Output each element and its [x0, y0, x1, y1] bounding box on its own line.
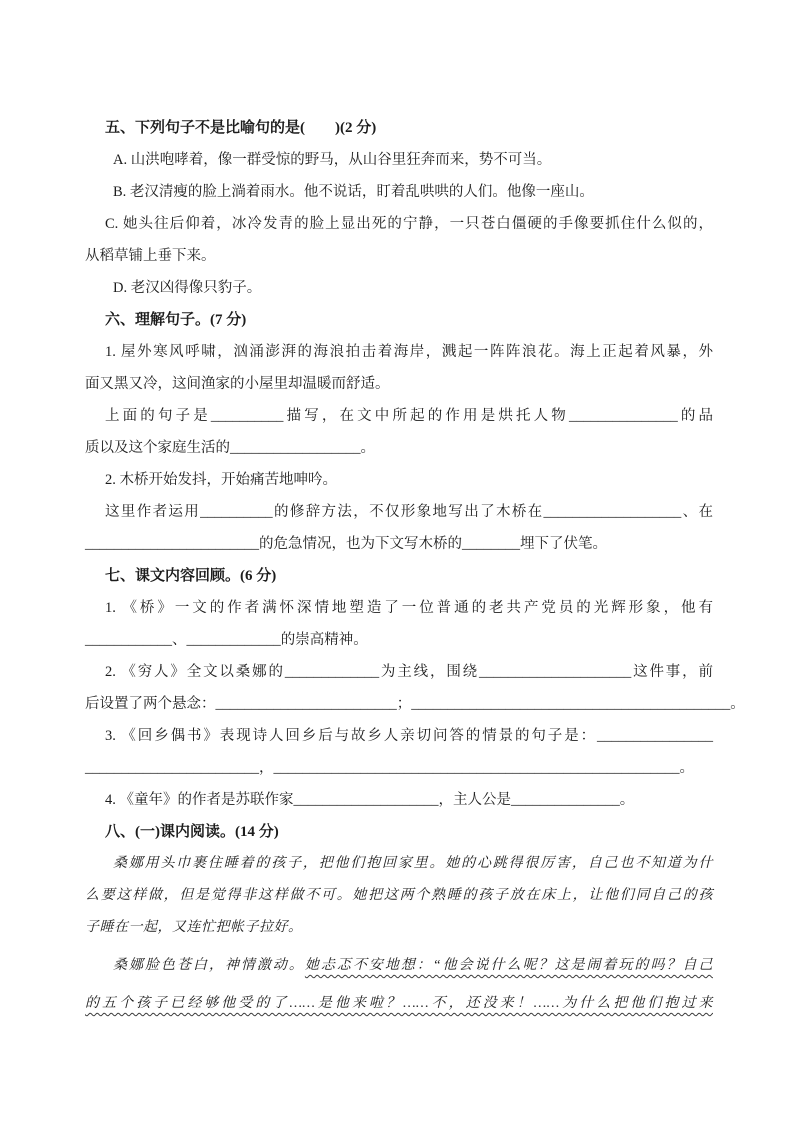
section-six — [85, 304, 713, 560]
seven-q2-line1: 2. 《穷人》全文以桑娜的_____________为主线，围绕_____________________这件事，前 — [105, 664, 713, 680]
six-q1-fill-line2: 质以及这个家庭生活的__________________。 — [85, 440, 375, 456]
seven-q1-line2: ____________、_____________的崇高精神。 — [85, 632, 368, 648]
six-q2-fill-line2: ________________________的危急情况，也为下文写木桥的________埋下了伏笔。 — [85, 536, 607, 552]
passage-para1-line1: 桑娜用头巾裹住睡着的孩子，把他们抱回家里。她的心跳得很厉害，自己也不知道为什 — [113, 856, 713, 871]
section-eight — [85, 816, 713, 1020]
option-d: D. 老汉凶得像只豹子。 — [113, 280, 262, 296]
seven-q4-line1: 4. 《童年》的作者是苏联作家____________________，主人公是_______________。 — [105, 792, 635, 808]
passage-para2-wavy-text-2: 的五个孩子已经够他受的了……是他来啦？……不，还没来！……为什么把他们抱过来 — [85, 996, 713, 1011]
six-q1-sentence-line1: 1. 屋外寒风呼啸，汹涌澎湃的海浪拍击着海岸，溅起一阵阵浪花。海上正起着风暴，外 — [105, 344, 713, 360]
section-five — [85, 112, 713, 304]
section-seven — [85, 560, 745, 816]
document-body — [85, 112, 745, 1020]
option-a: A. 山洪咆哮着，像一群受惊的野马，从山谷里狂奔而来，势不可当。 — [113, 152, 552, 168]
six-q1-fill-line1: 上面的句子是__________描写，在文中所起的作用是烘托人物_______________的品 — [105, 408, 713, 424]
six-q1-sentence-line2: 面又黑又冷，这间渔家的小屋里却温暖而舒适。 — [85, 376, 390, 392]
seven-q3-line2: ________________________，________________________________________________________。 — [85, 760, 694, 776]
passage-para2-normal-text: 桑娜脸色苍白，神情激动。 — [113, 958, 305, 973]
question-eight-heading: 八、(一)课内阅读。(14 分) — [105, 824, 279, 840]
passage-para2-wavy-text-1: 她忐忑不安地想：“他会说什么呢？这是闹着玩的吗？自己 — [304, 958, 713, 973]
passage-para2-line1 — [85, 950, 713, 982]
seven-q1-line1: 1. 《桥》一文的作者满怀深情地塑造了一位普通的老共产党员的光辉形象，他有 — [105, 600, 713, 616]
question-seven-heading: 七、课文内容回顾。(6 分) — [105, 568, 277, 584]
question-five-heading: 五、下列句子不是比喻句的是( )(2 分) — [105, 120, 377, 136]
passage-para1-line2: 么要这样做，但是觉得非这样做不可。她把这两个熟睡的孩子放在床上，让他们同自己的孩 — [85, 888, 713, 903]
seven-q3-line1: 3. 《回乡偶书》表现诗人回乡后与故乡人亲切问答的情景的句子是：________________ — [105, 728, 713, 744]
passage-para2-line2 — [85, 988, 713, 1020]
option-c-line2: 从稻草铺上垂下来。 — [85, 248, 216, 264]
six-q2-fill-line1: 这里作者运用__________的修辞方法，不仅形象地写出了木桥在___________________、在 — [105, 504, 713, 520]
question-six-heading: 六、理解句子。(7 分) — [105, 312, 247, 328]
option-c-line1: C. 她头往后仰着，冰冷发青的脸上显出死的宁静，一只苍白僵硬的手像要抓住什么似的， — [105, 216, 713, 232]
six-q2-sentence: 2. 木桥开始发抖，开始痛苦地呻吟。 — [105, 472, 337, 488]
option-b: B. 老汉清瘦的脸上淌着雨水。他不说话，盯着乱哄哄的人们。他像一座山。 — [113, 184, 594, 200]
passage-para1-line3: 子睡在一起，又连忙把帐子拉好。 — [85, 920, 303, 935]
seven-q2-line2: 后设置了两个悬念：_________________________；____________________________________________。 — [85, 696, 745, 712]
